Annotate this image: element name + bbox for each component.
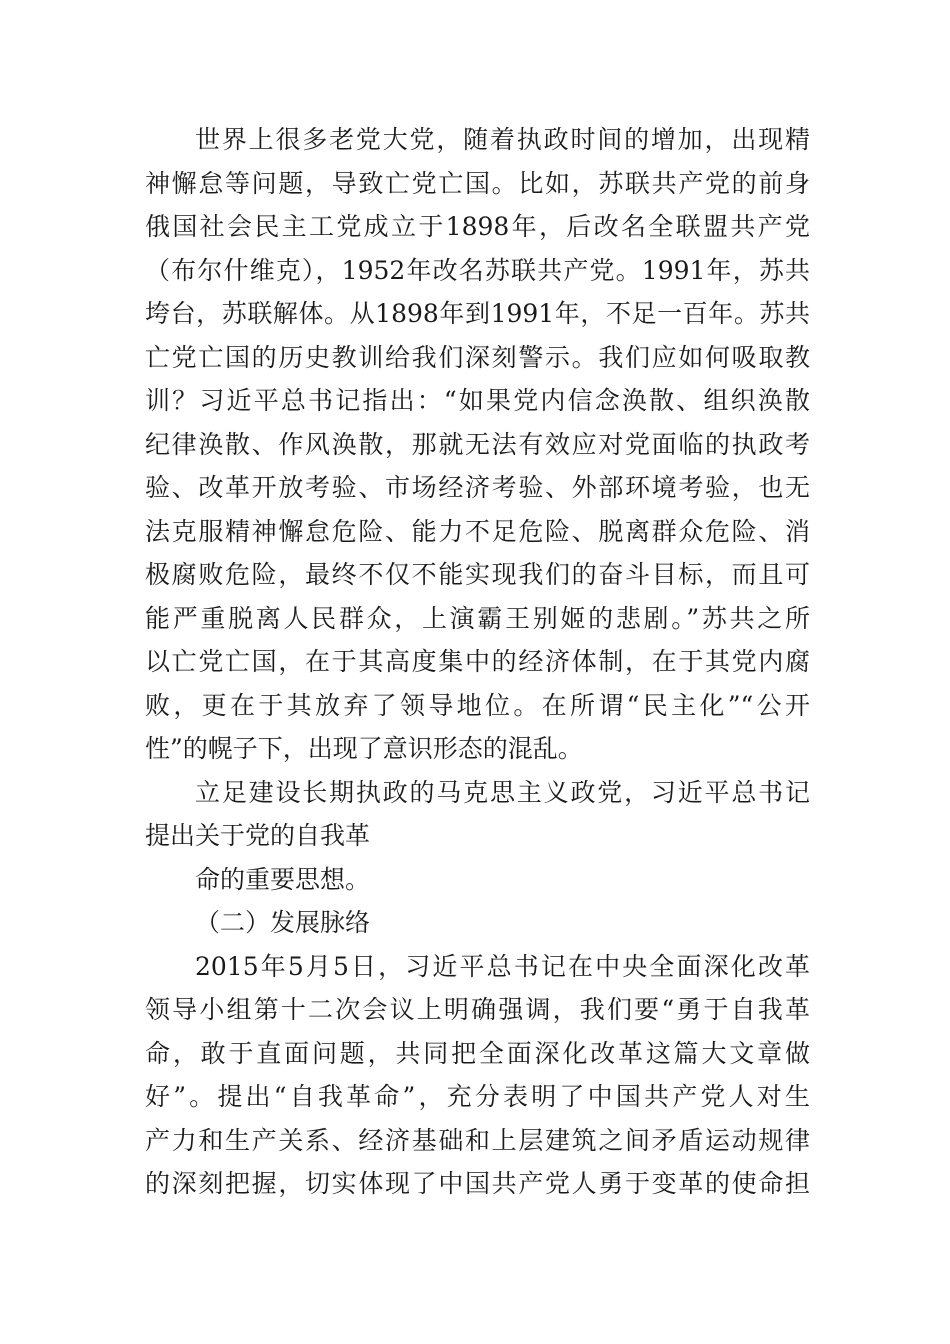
text-line: 法克服精神懈怠危险、能力不足危险、脱离群众危险、消: [145, 516, 810, 546]
text-line: 能严重脱离人民群众，上演霸王别姬的悲剧。”苏共之所: [145, 603, 810, 633]
text-line: 以亡党亡国，在于其高度集中的经济体制，在于其党内腐: [145, 647, 810, 676]
text-line: 俄国社会民主工党成立于1898年，后改名全联盟共产党: [145, 212, 810, 241]
text-line: 垮台，苏联解体。从1898年到1991年，不足一百年。苏共: [145, 299, 810, 328]
section-heading: （二）发展脉络: [195, 908, 371, 937]
text-line: 领导小组第十二次会议上明确强调，我们要“勇于自我革: [145, 995, 810, 1024]
text-line: 纪律涣散、作风涣散，那就无法有效应对党面临的执政考: [145, 429, 810, 459]
text-line: 训？习近平总书记指出：“如果党内信念涣散、组织涣散: [145, 386, 810, 415]
text-line: 极腐败危险，最终不仅不能实现我们的奋斗目标，而且可: [145, 560, 810, 589]
text-line: 好”。提出“自我革命”，充分表明了中国共产党人对生: [145, 1082, 810, 1111]
text-line: 命，敢于直面问题，共同把全面深化改革这篇大文章做: [145, 1038, 810, 1068]
text-line: 神懈怠等问题，导致亡党亡国。比如，苏联共产党的前身: [145, 168, 810, 198]
text-line: 命的重要思想。: [195, 864, 371, 894]
text-line: 世界上很多老党大党，随着执政时间的增加，出现精: [195, 125, 810, 154]
text-line: 的深刻把握，切实体现了中国共产党人勇于变革的使命担: [145, 1169, 810, 1198]
text-line: 验、改革开放考验、市场经济考验、外部环境考验，也无: [145, 473, 810, 502]
text-line: 败，更在于其放弃了领导地位。在所谓“民主化”“公开: [145, 690, 810, 720]
text-line: 2015年5月5日，习近平总书记在中央全面深化改革: [195, 951, 810, 981]
text-line: 立足建设长期执政的马克思主义政党，习近平总书记: [195, 777, 810, 807]
document-body: [145, 118, 810, 1206]
text-line: 亡党亡国的历史教训给我们深刻警示。我们应如何吸取教: [145, 342, 810, 372]
text-line: （布尔什维克），1952年改名苏联共产党。1991年，苏共: [145, 255, 810, 285]
text-line: 产力和生产关系、经济基础和上层建筑之间矛盾运动规律: [145, 1125, 810, 1155]
text-line: 提出关于党的自我革: [145, 821, 371, 850]
text-line: 性”的幌子下，出现了意识形态的混乱。: [145, 734, 583, 763]
